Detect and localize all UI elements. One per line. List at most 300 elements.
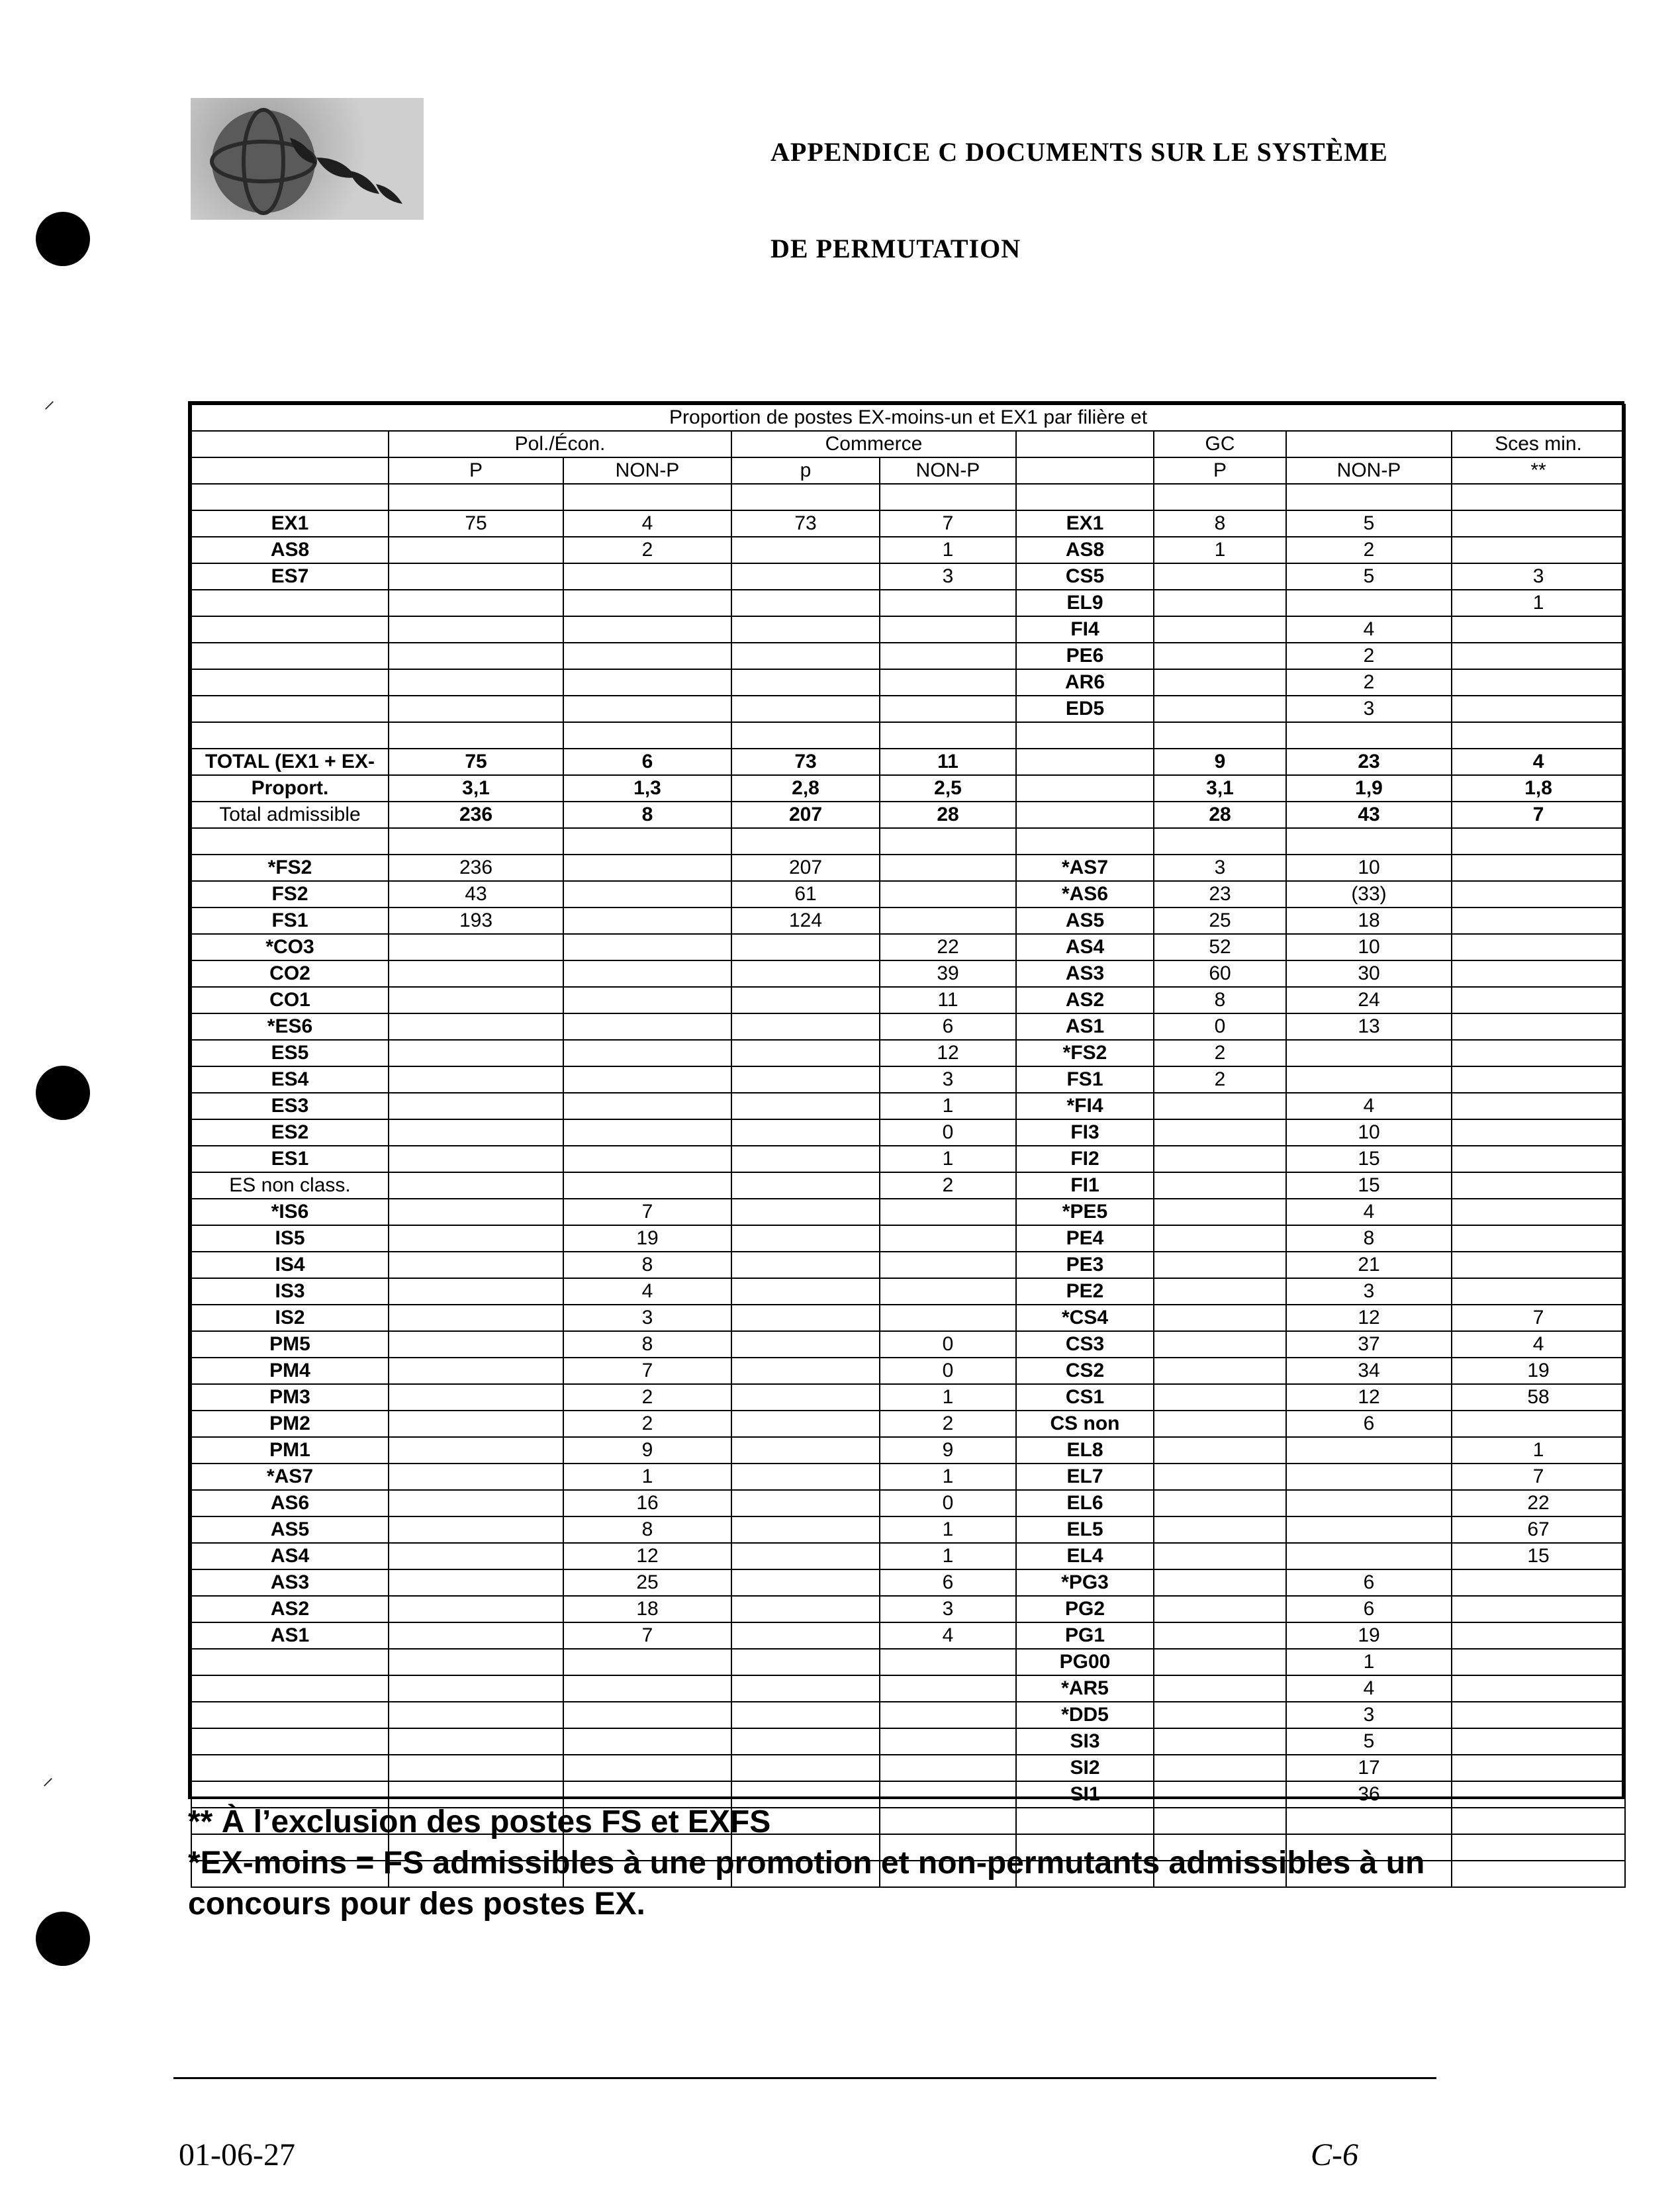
table-cell (731, 1146, 880, 1172)
table-row (191, 1119, 1625, 1146)
row-label-cell: SI3 (1016, 1728, 1154, 1755)
table-cell (731, 1596, 880, 1622)
row-label-cell: *CO3 (191, 934, 389, 960)
table-cell (1286, 1543, 1452, 1569)
table-cell: 9 (880, 1437, 1016, 1464)
table-cell: 1,3 (563, 775, 731, 802)
table-row (191, 987, 1625, 1013)
table-cell (1154, 1384, 1286, 1411)
table-cell (563, 1119, 731, 1146)
table-cell: 9 (1154, 749, 1286, 775)
table-cell (563, 907, 731, 934)
table-cell (389, 669, 563, 696)
row-label-cell: PG1 (1016, 1622, 1154, 1649)
table-cell: 22 (880, 934, 1016, 960)
table-cell: 25 (563, 1569, 731, 1596)
table-cell: 10 (1286, 855, 1452, 881)
table-cell (1452, 1596, 1625, 1622)
table-cell: 7 (563, 1199, 731, 1225)
table-cell (389, 1172, 563, 1199)
table-row (191, 1622, 1625, 1649)
table-cell: 236 (389, 855, 563, 881)
table-cell (389, 987, 563, 1013)
table-cell (389, 1331, 563, 1358)
table-cell: 8 (563, 1252, 731, 1278)
table-cell (731, 1358, 880, 1384)
table-cell: 3 (880, 563, 1016, 590)
row-label-cell: CO1 (191, 987, 389, 1013)
table-cell: 3,1 (1154, 775, 1286, 802)
table-row (191, 1755, 1625, 1781)
table-cell (563, 1146, 731, 1172)
row-label-cell: SI1 (1016, 1781, 1154, 1808)
table-cell (731, 590, 880, 616)
table-cell: 73 (731, 510, 880, 537)
table-cell: 75 (389, 749, 563, 775)
table-cell (389, 1066, 563, 1093)
table-cell (389, 1622, 563, 1649)
table-cell (880, 1252, 1016, 1278)
table-cell (389, 1464, 563, 1490)
table-cell (731, 1543, 880, 1569)
table-cell (389, 696, 563, 722)
table-cell (1452, 696, 1625, 722)
table-cell (389, 1411, 563, 1437)
table-cell (1154, 696, 1286, 722)
table-cell: 1 (880, 1543, 1016, 1569)
table-cell: 2 (880, 1411, 1016, 1437)
table-cell (880, 590, 1016, 616)
table-row (191, 616, 1625, 643)
table-cell: 3 (1286, 1278, 1452, 1305)
table-cell: 0 (880, 1358, 1016, 1384)
table-cell: 52 (1154, 934, 1286, 960)
table-cell: 21 (1286, 1252, 1452, 1278)
binder-hole-icon (36, 1912, 90, 1966)
table-cell (1452, 855, 1625, 881)
table-cell: 67 (1452, 1516, 1625, 1543)
row-label-cell: EX1 (1016, 510, 1154, 537)
table-group-header-row (191, 431, 1625, 457)
table-cell (1452, 1728, 1625, 1755)
table-cell (1452, 960, 1625, 987)
footer-page-number: C-6 (1311, 2137, 1358, 2172)
table-cell: 0 (880, 1331, 1016, 1358)
table-cell: 7 (1452, 1464, 1625, 1490)
table-cell (389, 537, 563, 563)
table-cell (563, 855, 731, 881)
table-cell (389, 1728, 563, 1755)
row-label-cell: FI2 (1016, 1146, 1154, 1172)
table-cell (731, 643, 880, 669)
document-subtitle: DE PERMUTATION (770, 234, 1021, 263)
table-cell: 3 (563, 1305, 731, 1331)
table-row (191, 1252, 1625, 1278)
table-cell (1154, 1252, 1286, 1278)
table-cell (1154, 1464, 1286, 1490)
table-cell: 4 (1286, 1093, 1452, 1119)
row-label-cell (191, 1728, 389, 1755)
table-cell: 1 (880, 1146, 1016, 1172)
row-label-cell (191, 1755, 389, 1781)
table-cell (1154, 1516, 1286, 1543)
table-cell: 6 (880, 1013, 1016, 1040)
table-cell (389, 1702, 563, 1728)
table-cell (389, 643, 563, 669)
table-cell (563, 828, 731, 855)
table-cell (731, 1331, 880, 1358)
row-label-cell: PE6 (1016, 643, 1154, 669)
row-label-cell: EL8 (1016, 1437, 1154, 1464)
table-cell: 8 (1286, 1225, 1452, 1252)
table-cell (880, 1675, 1016, 1702)
table-cell (880, 643, 1016, 669)
table-cell: 0 (1154, 1013, 1286, 1040)
table-cell (1154, 828, 1286, 855)
table-cell (563, 1755, 731, 1781)
table-row (191, 1172, 1625, 1199)
globe-ivy-logo (191, 98, 424, 220)
table-cell (731, 1040, 880, 1066)
row-label-cell: IS2 (191, 1305, 389, 1331)
table-cell (389, 616, 563, 643)
table-cell: 2 (563, 1384, 731, 1411)
table-row (191, 1384, 1625, 1411)
table-cell (1154, 1411, 1286, 1437)
table-cell (731, 1252, 880, 1278)
table-cell (731, 1516, 880, 1543)
table-cell: 10 (1286, 1119, 1452, 1146)
table-row (191, 1702, 1625, 1728)
table-cell (1154, 1543, 1286, 1569)
table-cell: 0 (880, 1490, 1016, 1516)
row-label-cell: *FS2 (191, 855, 389, 881)
table-cell (389, 1146, 563, 1172)
table-cell: 43 (1286, 802, 1452, 828)
table-cell (563, 1013, 731, 1040)
table-cell (1452, 643, 1625, 669)
table-cell: 18 (563, 1596, 731, 1622)
table-row (191, 1013, 1625, 1040)
table-row (191, 643, 1625, 669)
row-label-cell (191, 1702, 389, 1728)
row-label-cell: Total admissible (191, 802, 389, 828)
table-cell (1154, 1569, 1286, 1596)
table-cell (389, 1013, 563, 1040)
table-cell (563, 934, 731, 960)
table-cell (1452, 881, 1625, 907)
table-cell (389, 563, 563, 590)
row-label-cell: PE4 (1016, 1225, 1154, 1252)
row-label-cell: AS2 (191, 1596, 389, 1622)
table-cell: 6 (563, 749, 731, 775)
table-cell (731, 1464, 880, 1490)
table-cell: 1 (880, 1093, 1016, 1119)
table-cell (1154, 1622, 1286, 1649)
table-cell: 5 (1286, 563, 1452, 590)
row-label-cell (1016, 722, 1154, 749)
table-cell: 15 (1286, 1146, 1452, 1172)
table-cell (1452, 1411, 1625, 1437)
table-cell: 8 (563, 1516, 731, 1543)
scan-mark: ⸝ (44, 388, 55, 413)
row-label-cell (191, 1649, 389, 1675)
row-label-cell: FI3 (1016, 1119, 1154, 1146)
footnote-ex-moins: *EX-moins = FS admissibles à une promotion et non-permutants admissibles à un (188, 1845, 1425, 1881)
table-cell: 2 (880, 1172, 1016, 1199)
table-cell (389, 1199, 563, 1225)
table-cell (1286, 1437, 1452, 1464)
row-label-cell (1016, 828, 1154, 855)
row-label-cell: IS3 (191, 1278, 389, 1305)
table-cell: 1 (1154, 537, 1286, 563)
table-row (191, 1596, 1625, 1622)
table-cell (389, 1596, 563, 1622)
footer-rule (173, 2077, 1436, 2079)
row-label-cell: AS1 (191, 1622, 389, 1649)
table-cell: 9 (563, 1437, 731, 1464)
proportion-table (188, 401, 1624, 1805)
table-cell: 5 (1286, 1728, 1452, 1755)
table-row (191, 1464, 1625, 1490)
table-cell: 3 (880, 1596, 1016, 1622)
table-cell (1286, 1066, 1452, 1093)
table-cell (389, 1225, 563, 1252)
table-cell (731, 960, 880, 987)
row-label-cell (191, 669, 389, 696)
row-label-cell: PE3 (1016, 1252, 1154, 1278)
group-pol-econ: Pol./Écon. (389, 431, 731, 457)
table-cell: 2 (1154, 1066, 1286, 1093)
table-row (191, 881, 1625, 907)
table-cell (1452, 1278, 1625, 1305)
table-cell (1154, 563, 1286, 590)
table-cell (563, 563, 731, 590)
table-cell: 22 (1452, 1490, 1625, 1516)
row-label-cell: AS4 (191, 1543, 389, 1569)
row-label-cell: ES non class. (191, 1172, 389, 1199)
table-row (191, 1490, 1625, 1516)
footnote-exclusion: ** À l’exclusion des postes FS et EXFS (188, 1804, 771, 1839)
table-cell: 12 (563, 1543, 731, 1569)
table-cell (563, 987, 731, 1013)
table-row (191, 1305, 1625, 1331)
table-cell (1452, 1093, 1625, 1119)
row-label-cell: *AS6 (1016, 881, 1154, 907)
table-cell (731, 934, 880, 960)
row-label-cell: FI1 (1016, 1172, 1154, 1199)
table-cell: 10 (1286, 934, 1452, 960)
row-label-cell: FI4 (1016, 616, 1154, 643)
table-cell: 3,1 (389, 775, 563, 802)
row-label-cell: ES3 (191, 1093, 389, 1119)
table-row (191, 590, 1625, 616)
table-row (191, 1358, 1625, 1384)
table-row (191, 1066, 1625, 1093)
table-row (191, 696, 1625, 722)
table-cell (880, 696, 1016, 722)
table-cell: 25 (1154, 907, 1286, 934)
table-cell: 7 (1452, 1305, 1625, 1331)
row-label-cell: AS3 (1016, 960, 1154, 987)
table-row (191, 1649, 1625, 1675)
table-row (191, 1225, 1625, 1252)
row-label-cell: IS5 (191, 1225, 389, 1252)
table-cell (731, 1437, 880, 1464)
footer-date: 01-06-27 (179, 2137, 295, 2172)
table-cell: 1 (880, 1464, 1016, 1490)
table-row (191, 1331, 1625, 1358)
table-cell (1452, 484, 1625, 510)
table-row (191, 1437, 1625, 1464)
table-row (191, 1040, 1625, 1066)
table-row (191, 1569, 1625, 1596)
table-row (191, 1199, 1625, 1225)
table-cell (731, 1622, 880, 1649)
row-label-cell (191, 643, 389, 669)
table-cell (1286, 484, 1452, 510)
table-cell: 4 (1286, 1199, 1452, 1225)
subheader-p: p (731, 457, 880, 484)
table-cell: (33) (1286, 881, 1452, 907)
table-cell: 1 (880, 1384, 1016, 1411)
table-cell (880, 1278, 1016, 1305)
table-cell (880, 1225, 1016, 1252)
table-cell (389, 1516, 563, 1543)
table-cell: 2 (563, 537, 731, 563)
row-label-cell (191, 722, 389, 749)
table-cell (1452, 987, 1625, 1013)
table-title: Proportion de postes EX-moins-un et EX1 par filière et (191, 404, 1625, 431)
row-label-cell: EL9 (1016, 590, 1154, 616)
row-label-cell: *FS2 (1016, 1040, 1154, 1066)
table-row (191, 775, 1625, 802)
table-cell (1286, 1464, 1452, 1490)
table-cell (1154, 1278, 1286, 1305)
table-cell (1154, 484, 1286, 510)
row-label-cell: PG00 (1016, 1649, 1154, 1675)
table-cell (1452, 510, 1625, 537)
table-cell: 8 (1154, 987, 1286, 1013)
table-cell (731, 987, 880, 1013)
table-cell (1286, 1040, 1452, 1066)
row-label-cell (1016, 802, 1154, 828)
table-cell (389, 1040, 563, 1066)
table-cell (389, 960, 563, 987)
table-cell (1154, 1146, 1286, 1172)
row-label-cell: AS1 (1016, 1013, 1154, 1040)
table-cell (1154, 1728, 1286, 1755)
table-cell (731, 1675, 880, 1702)
row-label-cell (1016, 775, 1154, 802)
table-cell (1154, 1172, 1286, 1199)
table-cell (1452, 616, 1625, 643)
row-label-cell: AR6 (1016, 669, 1154, 696)
subheader-non-p: NON-P (880, 457, 1016, 484)
table-cell (731, 1199, 880, 1225)
row-label-cell (191, 484, 389, 510)
table-cell (880, 484, 1016, 510)
table-cell: 8 (563, 1331, 731, 1358)
subheader-p: P (389, 457, 563, 484)
table-cell (880, 1755, 1016, 1781)
table-cell: 11 (880, 749, 1016, 775)
row-label-cell: AS5 (191, 1516, 389, 1543)
table-cell: 8 (1154, 510, 1286, 537)
table-cell (880, 1702, 1016, 1728)
table-cell (1154, 1649, 1286, 1675)
table-cell (1452, 828, 1625, 855)
table-cell (389, 934, 563, 960)
table-row (191, 855, 1625, 881)
table-cell (731, 669, 880, 696)
table-cell (563, 1040, 731, 1066)
table-row (191, 722, 1625, 749)
table-cell (563, 1093, 731, 1119)
table-cell: 61 (731, 881, 880, 907)
table-cell (731, 828, 880, 855)
table-cell (1452, 1199, 1625, 1225)
table-cell: 23 (1154, 881, 1286, 907)
table-cell: 1 (1452, 590, 1625, 616)
table-row (191, 563, 1625, 590)
table-cell (731, 1649, 880, 1675)
group-commerce: Commerce (731, 431, 1016, 457)
table-cell: 15 (1452, 1543, 1625, 1569)
table-cell (389, 1278, 563, 1305)
table-cell (731, 1305, 880, 1331)
row-label-cell: AS6 (191, 1490, 389, 1516)
table-cell: 12 (1286, 1305, 1452, 1331)
row-label-cell (191, 696, 389, 722)
table-cell (731, 1119, 880, 1146)
row-label-cell: *AS7 (191, 1464, 389, 1490)
table-cell (880, 881, 1016, 907)
table-cell (389, 1649, 563, 1675)
table-cell (731, 1384, 880, 1411)
row-label-cell (191, 1675, 389, 1702)
table-cell: 11 (880, 987, 1016, 1013)
table-cell: 3 (1286, 1702, 1452, 1728)
table-cell: 75 (389, 510, 563, 537)
table-cell (563, 696, 731, 722)
table-cell (1154, 616, 1286, 643)
table-row (191, 484, 1625, 510)
table-cell: 43 (389, 881, 563, 907)
table-cell: 36 (1286, 1781, 1452, 1808)
table-cell (1154, 1199, 1286, 1225)
table-cell: 30 (1286, 960, 1452, 987)
table-row (191, 1516, 1625, 1543)
table-cell (563, 1675, 731, 1702)
table-cell: 4 (1286, 616, 1452, 643)
table-cell (389, 1675, 563, 1702)
table-cell (389, 1755, 563, 1781)
table-cell (1452, 1569, 1625, 1596)
table-cell: 18 (1286, 907, 1452, 934)
row-label-cell: AS2 (1016, 987, 1154, 1013)
subheader-p: P (1154, 457, 1286, 484)
table-cell (731, 696, 880, 722)
table-cell: 73 (731, 749, 880, 775)
table-cell (1154, 1490, 1286, 1516)
table-cell (731, 563, 880, 590)
table-cell: 1 (880, 1516, 1016, 1543)
row-label-cell: AS8 (191, 537, 389, 563)
table-cell (731, 722, 880, 749)
row-label-cell: ES1 (191, 1146, 389, 1172)
table-cell: 6 (1286, 1569, 1452, 1596)
